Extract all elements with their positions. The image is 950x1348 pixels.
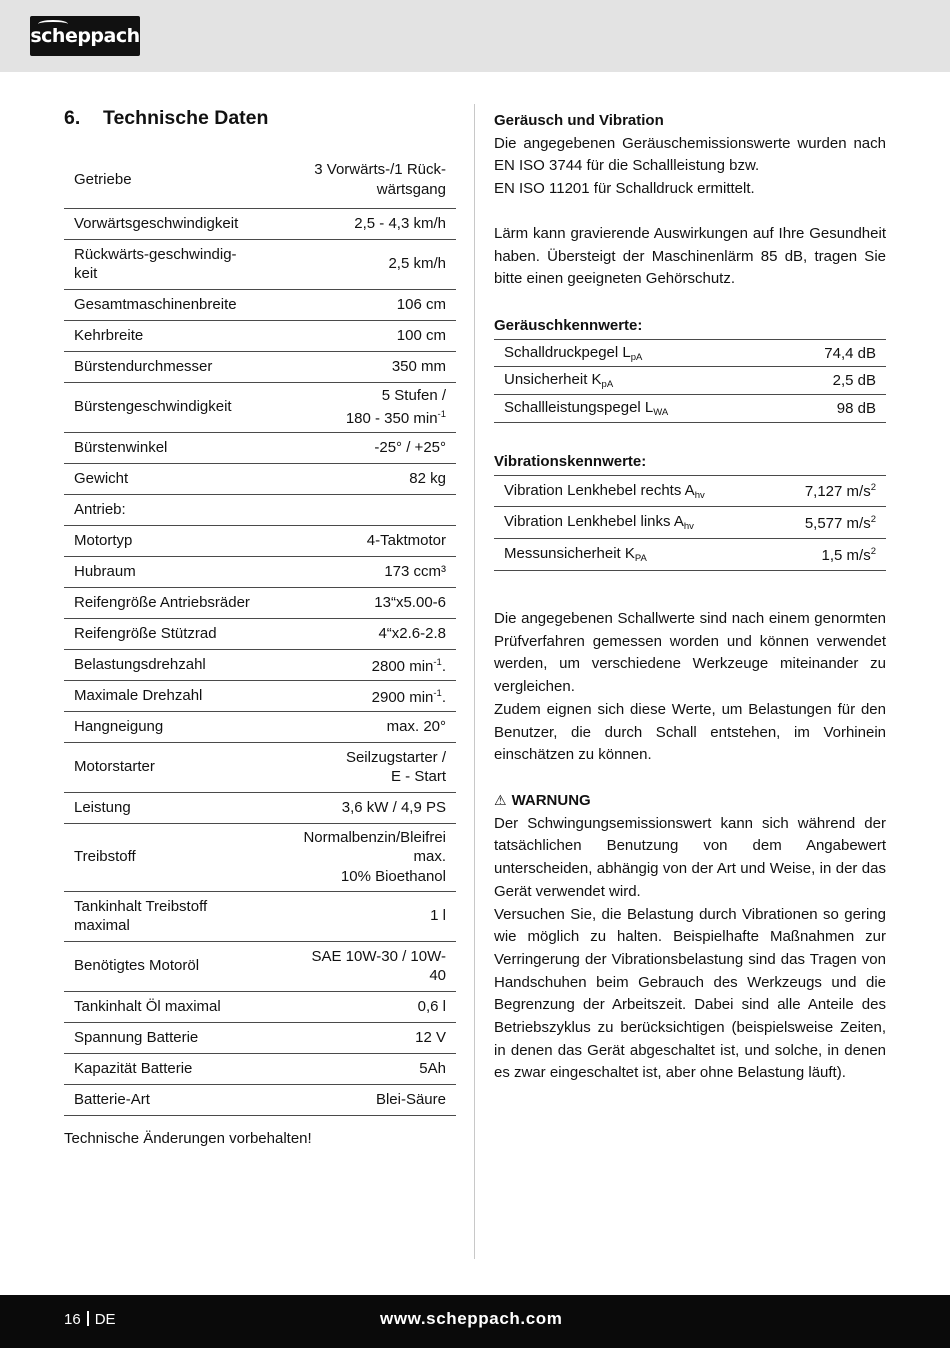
- spec-row: [64, 1053, 456, 1084]
- spec-value: [278, 494, 456, 525]
- spec-value: 106 cm: [278, 289, 456, 320]
- vibration-info-text-2: Zudem eignen sich diese Werte, um Belastungen für den Benutzer, die durch Schall entstehen, im Vorhinein einschätzen zu können.: [494, 700, 886, 764]
- spec-row: [64, 525, 456, 556]
- spec-value: 173 ccm³: [278, 556, 456, 587]
- noise-values-title: Geräuschkennwerte:: [494, 317, 643, 334]
- specs-table: [64, 152, 456, 1116]
- logo-text: scheppach: [30, 25, 140, 47]
- spec-label: Getriebe: [64, 152, 278, 208]
- section-title: Technische Daten: [103, 107, 269, 129]
- spec-row: [64, 556, 456, 587]
- spec-label: Bürstendurchmesser: [64, 351, 278, 382]
- spec-value: Normalbenzin/Bleifrei max. 10% Bioethanol: [278, 823, 456, 891]
- vibration-row: [494, 539, 886, 571]
- noise-row: [494, 367, 886, 395]
- vibration-label: Vibration Lenkhebel rechts $A_{hv}$: [494, 476, 771, 507]
- noise-value: 74,4 dB: [776, 340, 886, 367]
- vibration-info-text: Die angegebenen Schallwerte sind nach einem genormten Prüfverfahren gemessen worden und können verwendet werden, um verschiedene Werkzeuge miteinander zu vergleichen.: [494, 610, 886, 696]
- logo-swoosh-icon: [38, 20, 68, 28]
- warning-block: [494, 789, 886, 1085]
- spec-label: Gewicht: [64, 463, 278, 494]
- spec-label: Rückwärts-geschwindig- keit: [64, 239, 278, 289]
- spec-value: 350 mm: [278, 351, 456, 382]
- noise-value: 2,5 dB: [776, 367, 886, 395]
- spec-label: Hubraum: [64, 556, 278, 587]
- spec-row: [64, 823, 456, 891]
- spec-value: 100 cm: [278, 320, 456, 351]
- spec-value: 12 V: [278, 1022, 456, 1053]
- warning-triangle-icon: ⚠: [494, 792, 507, 808]
- spec-row: [64, 649, 456, 680]
- spec-row: [64, 587, 456, 618]
- spec-row: [64, 152, 456, 208]
- spec-row: [64, 432, 456, 463]
- vibration-values-table: [494, 475, 886, 571]
- unit-exponent: -1: [437, 409, 446, 420]
- spec-label: Batterie-Art: [64, 1084, 278, 1115]
- spec-label: Hangneigung: [64, 711, 278, 742]
- noise-label: Unsicherheit $K_{pA}$: [494, 367, 776, 395]
- spec-row: [64, 891, 456, 941]
- spec-value: 3 Vorwärts-/1 Rück- wärtsgang: [278, 152, 456, 208]
- spec-row: [64, 742, 456, 792]
- noise-title: Geräusch und Vibration: [494, 112, 664, 129]
- spec-row: [64, 320, 456, 351]
- spec-label: Tankinhalt Öl maximal: [64, 991, 278, 1022]
- spec-value: Blei-Säure: [278, 1084, 456, 1115]
- noise-values-table: [494, 339, 886, 423]
- spec-value: 5 Stufen / 180 - 350 $\min^{-1}$: [278, 382, 456, 432]
- vibration-value: 1,5 $m/s^2$: [771, 539, 886, 571]
- spec-row: [64, 941, 456, 991]
- spec-row: [64, 991, 456, 1022]
- spec-value: 4-Taktmotor: [278, 525, 456, 556]
- noise-warning-text: Lärm kann gravierende Auswirkungen auf Ihre Gesundheit haben. Übersteigt der Maschinenlärm 85 dB, tragen Sie bitte einen geeigneten Gehörschutz.: [494, 225, 886, 288]
- spec-value: 4“x2.6-2.8: [278, 618, 456, 649]
- section-heading: [64, 107, 268, 130]
- spec-row: [64, 1022, 456, 1053]
- vibration-values-title: Vibrationskennwerte:: [494, 453, 647, 470]
- noise-intro-text: Die angegebenen Geräuschemissionswerte wurden nach EN ISO 3744 für die Schallleistung bzw.: [494, 134, 886, 175]
- spec-value: 2,5 km/h: [278, 239, 456, 289]
- noise-intro-text-2: EN ISO 11201 für Schalldruck ermittelt.: [494, 180, 755, 198]
- spec-row: [64, 494, 456, 525]
- spec-value: SAE 10W-30 / 10W- 40: [278, 941, 456, 991]
- footnote: Technische Änderungen vorbehalten!: [64, 1130, 312, 1147]
- language-code: DE: [94, 1311, 116, 1328]
- spec-value: -25° / +25°: [278, 432, 456, 463]
- noise-label: Schalldruckpegel $L_{pA}$: [494, 340, 776, 367]
- noise-row: [494, 340, 886, 367]
- warning-heading: [494, 789, 886, 813]
- spec-label: Leistung: [64, 792, 278, 823]
- noise-label: Schallleistungspegel $L_{WA}$: [494, 395, 776, 423]
- spec-row: [64, 711, 456, 742]
- spec-row: [64, 382, 456, 432]
- spec-row: [64, 618, 456, 649]
- spec-label: Kehrbreite: [64, 320, 278, 351]
- noise-intro: [494, 110, 886, 201]
- spec-label: Vorwärtsgeschwindigkeit: [64, 208, 278, 239]
- noise-value: 98 dB: [776, 395, 886, 423]
- spec-row: [64, 463, 456, 494]
- spec-label: Belastungsdrehzahl: [64, 649, 278, 680]
- vibration-info: [494, 608, 886, 767]
- spec-row: [64, 792, 456, 823]
- page-indicator: [64, 1311, 116, 1328]
- spec-label: Benötigtes Motoröl: [64, 941, 278, 991]
- page-separator: [87, 1311, 89, 1326]
- spec-row: [64, 680, 456, 711]
- spec-label: Spannung Batterie: [64, 1022, 278, 1053]
- spec-value: 2800 $\min^{-1}$.: [278, 649, 456, 680]
- spec-label: Reifengröße Antriebsräder: [64, 587, 278, 618]
- spec-value: 0,6 l: [278, 991, 456, 1022]
- header-bar: [0, 0, 950, 72]
- spec-row: [64, 289, 456, 320]
- noise-warning: [494, 223, 886, 291]
- spec-value: 2900 $\min^{-1}$.: [278, 680, 456, 711]
- spec-label: Maximale Drehzahl: [64, 680, 278, 711]
- spec-value: 1 l: [278, 891, 456, 941]
- section-number: 6.: [64, 107, 81, 129]
- spec-value: 3,6 kW / 4,9 PS: [278, 792, 456, 823]
- vibration-label: Messunsicherheit $K_{PA}$: [494, 539, 771, 571]
- vibration-row: [494, 507, 886, 539]
- warning-text: Der Schwingungsemissionswert kann sich während der tatsächlichen Benutzung von dem Angabewert unterscheiden, abhängig von der Art und Weise, in der das Gerät verwendet wird.: [494, 814, 886, 900]
- spec-row: [64, 208, 456, 239]
- spec-label: Antrieb:: [64, 494, 278, 525]
- vibration-value: 7,127 $m/s^2$: [771, 476, 886, 507]
- spec-value: 2,5 - 4,3 km/h: [278, 208, 456, 239]
- spec-value: 82 kg: [278, 463, 456, 494]
- spec-value: 13“x5.00-6: [278, 587, 456, 618]
- spec-label: Bürstengeschwindigkeit: [64, 382, 278, 432]
- spec-label: Kapazität Batterie: [64, 1053, 278, 1084]
- noise-row: [494, 395, 886, 423]
- spec-label: Tankinhalt Treibstoff maximal: [64, 891, 278, 941]
- spec-value: 5Ah: [278, 1053, 456, 1084]
- spec-row: [64, 1084, 456, 1115]
- spec-row: [64, 351, 456, 382]
- spec-label: Motortyp: [64, 525, 278, 556]
- page-number: 16: [64, 1311, 81, 1328]
- warning-text-2: Versuchen Sie, die Belastung durch Vibrationen so gering wie möglich zu halten. Beispielhafte Maßnahmen zur Verringerung der Vibrationsbelastung sind das Tragen von Handschuhen beim Gebrauch des Werkzeugs und die Begrenzung der Arbeitszeit. Dabei sind alle Anteile des Betriebszyklus zu berücksichtigen (beispielsweise Zeiten, in denen das Gerät abgeschaltet ist, und solche, in denen es zwar eingeschaltet ist, aber ohne Belastung läuft).: [494, 905, 886, 1082]
- spec-label: Bürstenwinkel: [64, 432, 278, 463]
- vibration-value: 5,577 $m/s^2$: [771, 507, 886, 539]
- footer: [0, 1295, 950, 1348]
- spec-label: Gesamtmaschinenbreite: [64, 289, 278, 320]
- spec-label: Reifengröße Stützrad: [64, 618, 278, 649]
- column-divider: [474, 104, 475, 1259]
- spec-value: max. 20°: [278, 711, 456, 742]
- website-url[interactable]: www.scheppach.com: [380, 1309, 563, 1328]
- spec-value: Seilzugstarter / E - Start: [278, 742, 456, 792]
- spec-row: [64, 239, 456, 289]
- vibration-row: [494, 476, 886, 507]
- vibration-label: Vibration Lenkhebel links $A_{hv}$: [494, 507, 771, 539]
- warning-title: WARNUNG: [511, 792, 591, 809]
- scheppach-logo: [30, 16, 140, 56]
- spec-label: Motorstarter: [64, 742, 278, 792]
- spec-label: Treibstoff: [64, 823, 278, 891]
